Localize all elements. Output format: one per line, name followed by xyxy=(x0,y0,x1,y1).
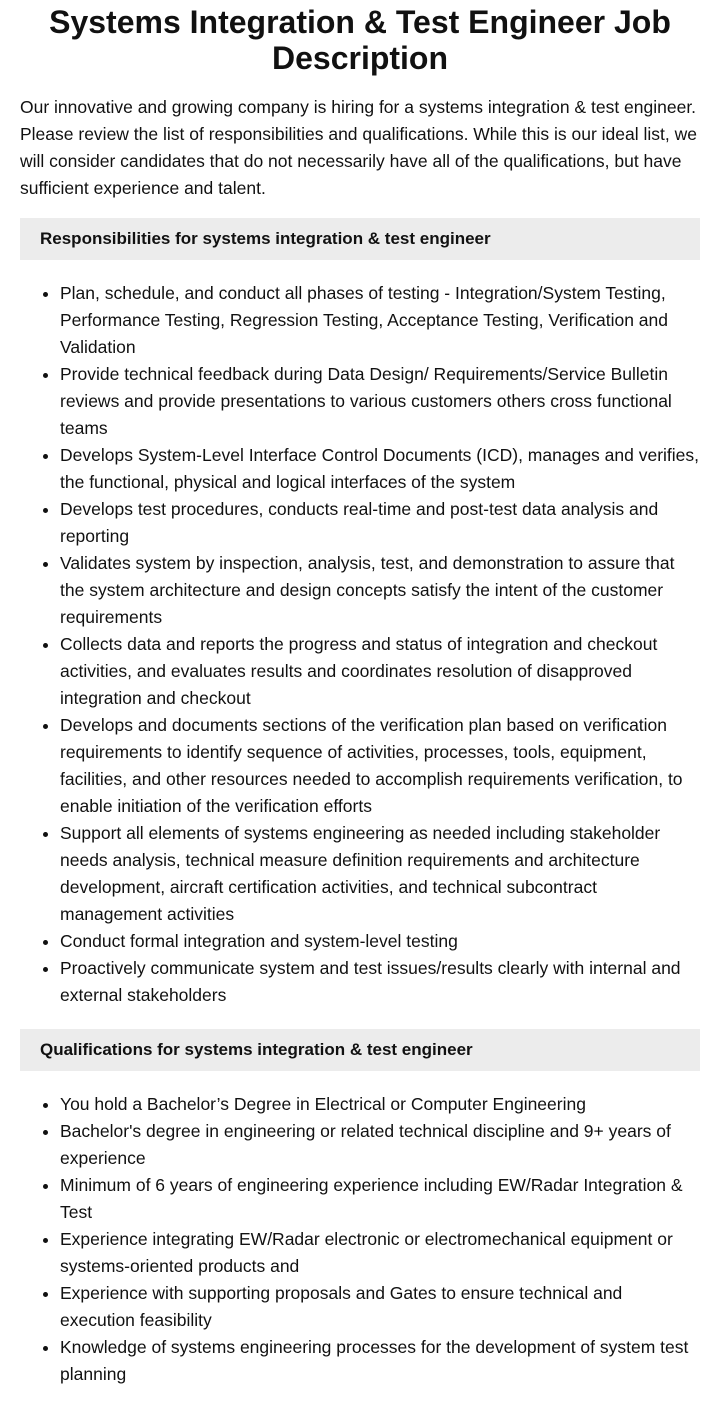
list-item: • Plan, schedule, and conduct all phases of testing - Integration/System Testing, Performance Testing, Regression Testing, Acceptance Testing, Verification and Validation xyxy=(60,280,700,361)
list-item: • You hold a Bachelor’s Degree in Electrical or Computer Engineering xyxy=(60,1091,700,1118)
list-item: • Develops test procedures, conducts real-time and post-test data analysis and reporting xyxy=(60,496,700,550)
list-item: • Knowledge of systems engineering processes for the development of system test planning xyxy=(60,1334,700,1388)
list-item: • Bachelor's degree in engineering or related technical discipline and 9+ years of experience xyxy=(60,1118,700,1172)
list-item: • Experience with supporting proposals and Gates to ensure technical and execution feasibility xyxy=(60,1280,700,1334)
list-item: • Experience integrating EW/Radar electronic or electromechanical equipment or systems-oriented products and xyxy=(60,1226,700,1280)
list-item: • Proactively communicate system and test issues/results clearly with internal and external stakeholders xyxy=(60,955,700,1009)
intro-text: Our innovative and growing company is hiring for a systems integration & test engineer. Please review the list of responsibilities and qualifications. While this is our ideal list, we will consider candidates that do not necessarily have all of the qualifications, but have sufficient experience and talent. xyxy=(20,97,697,198)
qualifications-heading: Qualifications for systems integration & test engineer xyxy=(20,1029,700,1071)
list-item: • Collects data and reports the progress and status of integration and checkout activities, and evaluates results and coordinates resolution of disapproved integration and checkout xyxy=(60,631,700,712)
qualifications-list xyxy=(20,1091,700,1388)
list-item: • Develops and documents sections of the verification plan based on verification requirements to identify sequence of activities, processes, tools, equipment, facilities, and other resources needed to accomplish requirements verification, to enable initiation of the verification efforts xyxy=(60,712,700,820)
list-item: • Develops System-Level Interface Control Documents (ICD), manages and verifies, the functional, physical and logical interfaces of the system xyxy=(60,442,700,496)
list-item: • Validates system by inspection, analysis, test, and demonstration to assure that the system architecture and design concepts satisfy the intent of the customer requirements xyxy=(60,550,700,631)
responsibilities-list xyxy=(20,280,700,1009)
list-item: • Minimum of 6 years of engineering experience including EW/Radar Integration & Test xyxy=(60,1172,700,1226)
list-item: • Conduct formal integration and system-level testing xyxy=(60,928,700,955)
page-title: Systems Integration & Test Engineer Job Description xyxy=(49,4,671,76)
list-item: • Support all elements of systems engineering as needed including stakeholder needs analysis, technical measure definition requirements and architecture development, aircraft certification activities, and technical subcontract management activities xyxy=(60,820,700,928)
responsibilities-heading: Responsibilities for systems integration & test engineer xyxy=(20,218,700,260)
list-item: • Provide technical feedback during Data Design/ Requirements/Service Bulletin reviews and provide presentations to various customers others cross functional teams xyxy=(60,361,700,442)
